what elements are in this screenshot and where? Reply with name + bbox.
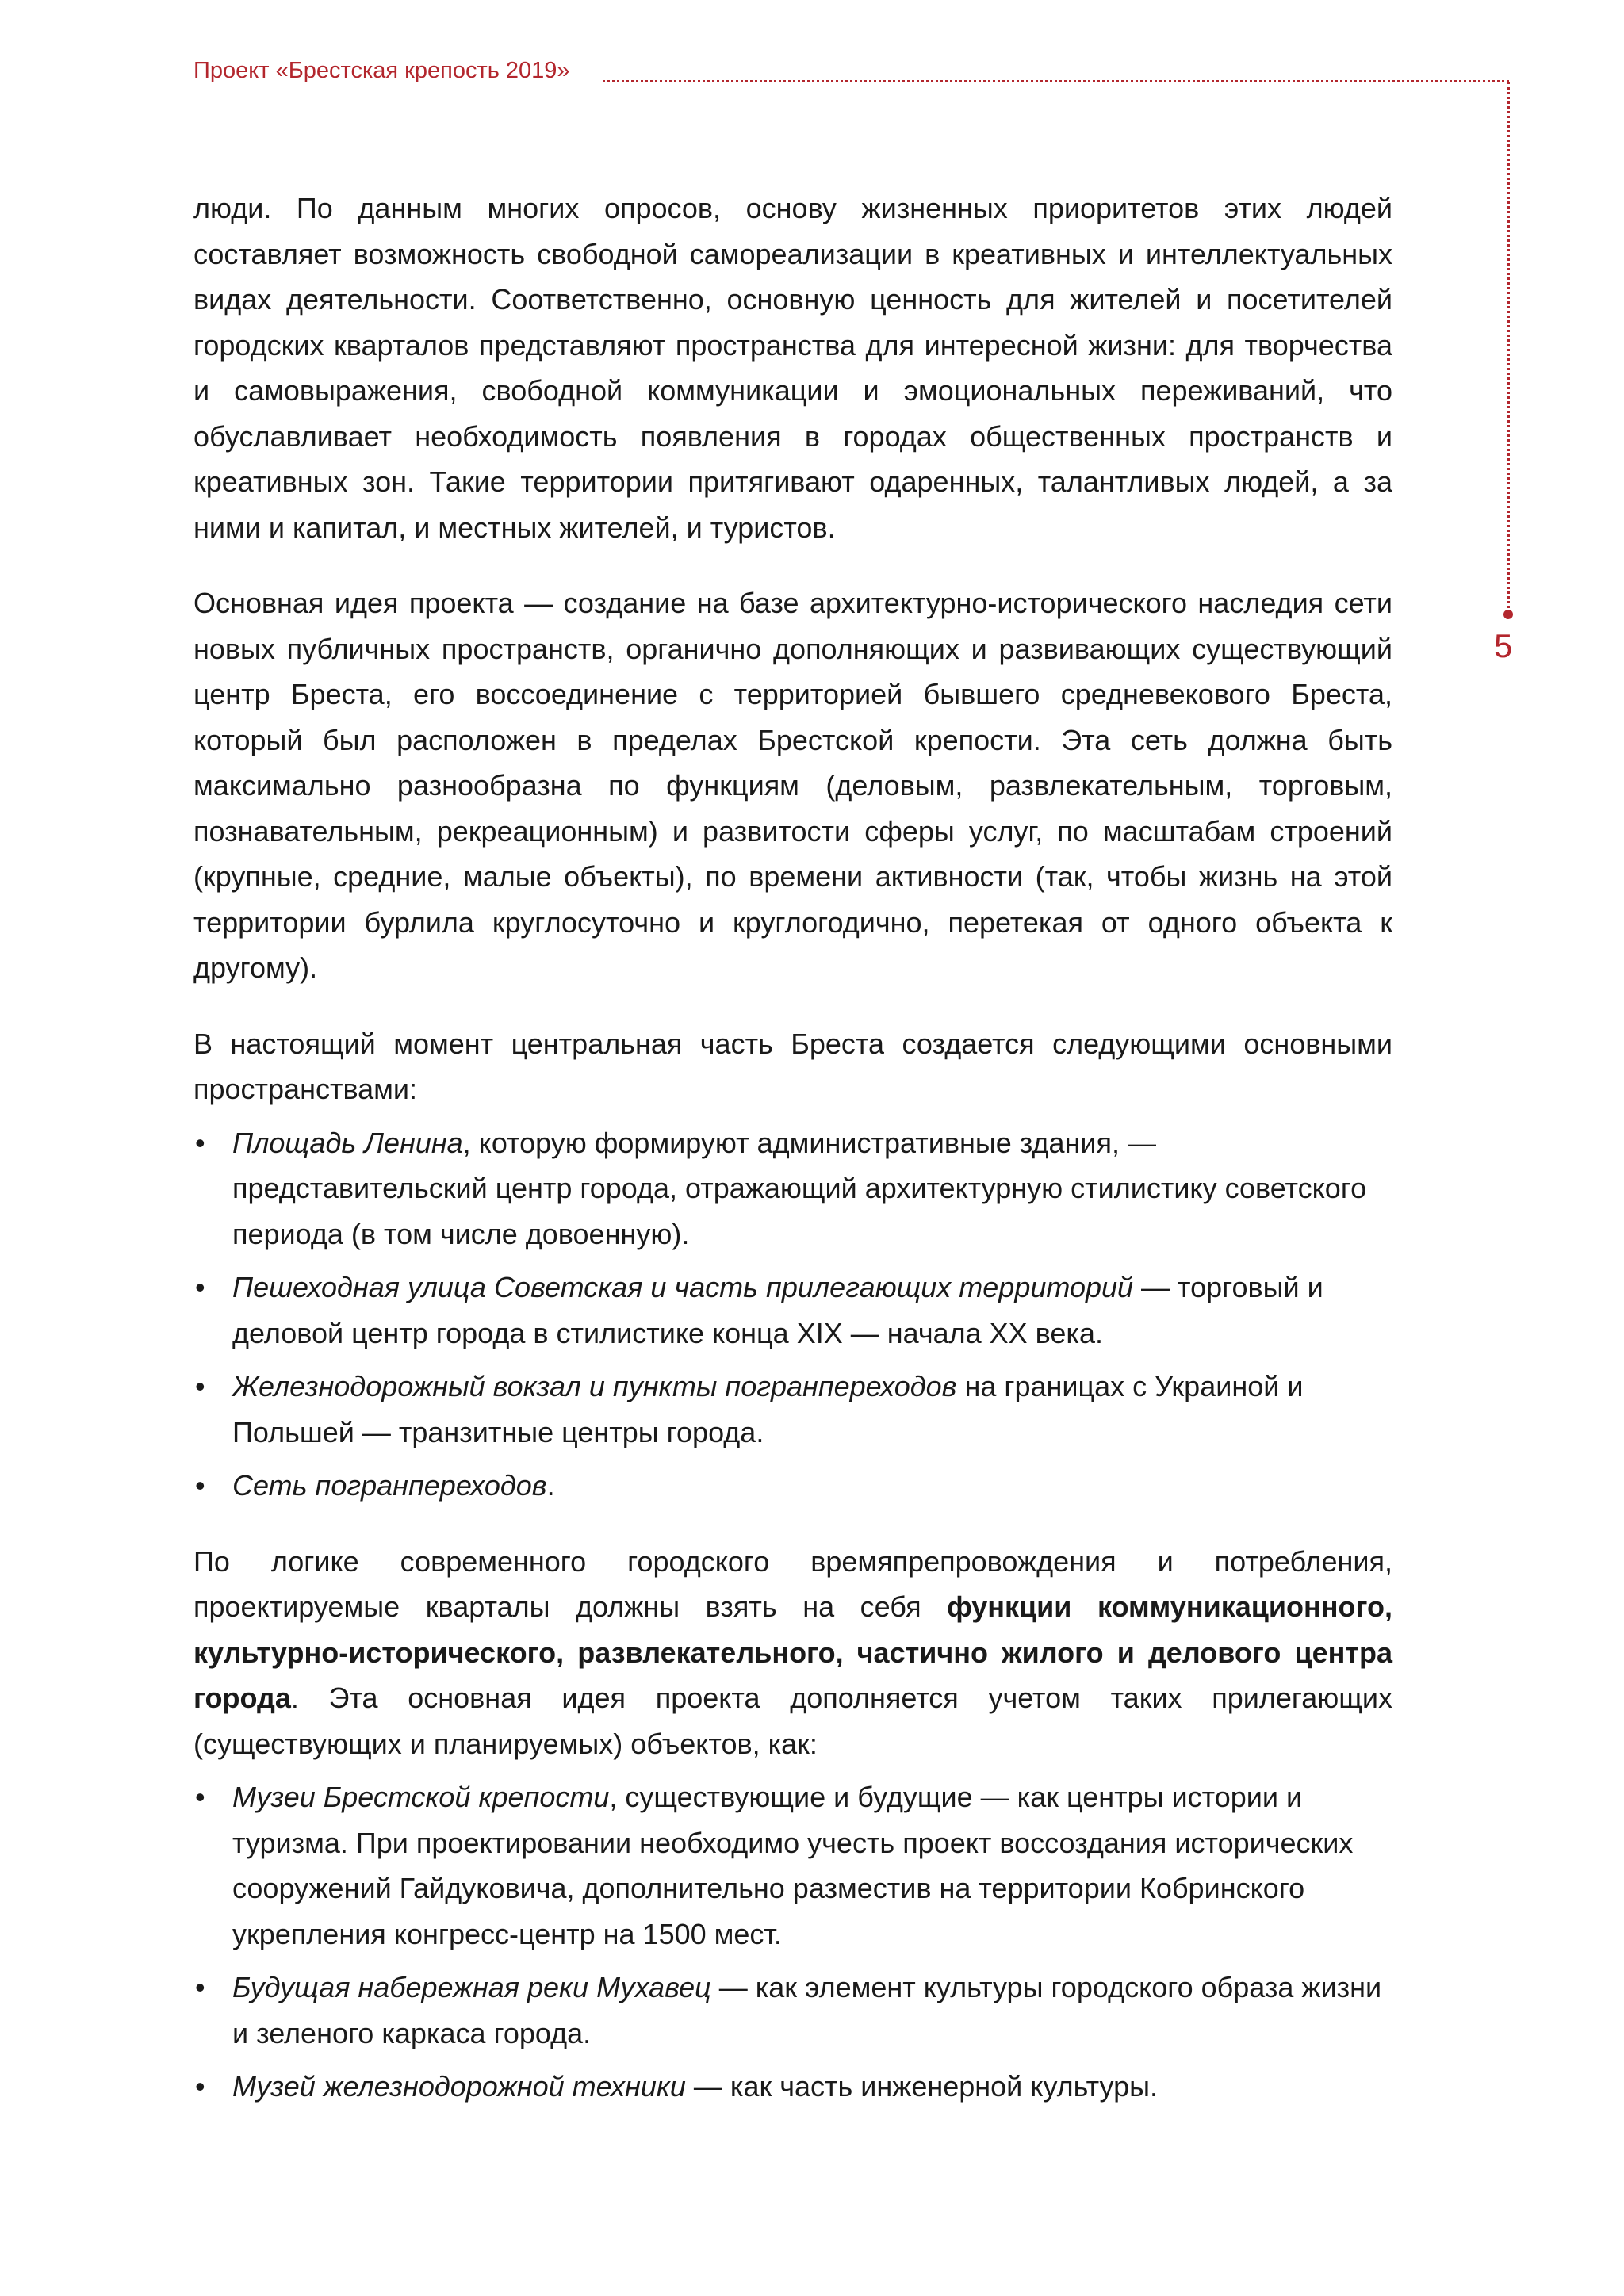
list-item-italic: Музей железнодорожной техники [232,2070,686,2103]
list-item [193,1965,1392,2056]
list-item [193,1265,1392,1356]
list-item-italic: Сеть погранпереходов [232,1469,547,1502]
list-item-text: на границах с Украиной и Польшей — транзитные центры города. [232,1370,1304,1448]
bullet-marker: • [195,1469,205,1502]
list-item-italic: Музеи Брестской крепости [232,1781,610,1813]
header-title: Проект «Брестская крепость 2019» [193,58,570,83]
bullet-marker: • [195,1370,205,1402]
paragraph-4-text-end: . Эта основная идея проекта дополняется учетом таких прилегающих (существующих и планируемых) объектов, как: [193,1682,1392,1760]
bullet-marker: • [195,1781,205,1813]
list-item-italic: Железнодорожный вокзал и пункты погранпереходов [232,1370,957,1402]
bullet-marker: • [195,1971,205,2003]
side-rule-dot [1503,610,1513,619]
list-item-text: , существующие и будущие — как центры истории и туризма. При проектировании необходимо учесть проект воссоздания исторических сооружений Гайдуковича, дополнительно разместив на территории Кобринского укрепления конгресс-центр на 1500 мест. [232,1781,1354,1950]
page-number: 5 [1494,627,1513,664]
paragraph-4-bold: функции коммуникационного, культурно-исторического, развлекательного, частично жилого и делового центра города [193,1590,1392,1714]
list-item [193,2064,1392,2110]
list-adjacent-objects [193,1774,1392,2110]
list-item-italic: Пешеходная улица Советская и часть прилегающих территорий [232,1271,1134,1303]
list-item [193,1120,1392,1257]
paragraph-2: Основная идея проекта — создание на базе архитектурно-исторического наследия сети новых публичных пространств, органично дополняющих и развивающих существующий центр Бреста, его воссоединение с территорией бывшего средневекового Бреста, который был расположен в пределах Брестской крепости. Эта сеть должна быть максимально разнообразна по функциям (деловым, развлекательным, торговым, познавательным, рекреационным) и развитости сферы услуг, по масштабам строений (крупные, средние, малые объекты), по времени активности (так, чтобы жизнь на этой территории бурлила круглосуточно и круглогодично, перетекая от одного объекта к другому). [193,587,1392,984]
paragraph-4 [193,1539,1392,1767]
paragraph-1: люди. По данным многих опросов, основу жизненных приоритетов этих людей составляет возможность свободной самореализации в креативных и интеллектуальных видах деятельности. Соответственно, основную ценность для жителей и посетителей городских кварталов представляют пространства для интересной жизни: для творчества и самовыражения, свободной коммуникации и эмоциональных переживаний, что обуславливает необходимость появления в городах общественных пространств и креативных зон. Такие территории притягивают одаренных, талантливых людей, а за ними и капитал, и местных жителей, и туристов. [193,192,1392,544]
list-item-text: — торговый и деловой центр города в стилистике конца XIX — начала XX века. [232,1271,1323,1349]
list-item-text: — как элемент культуры городского образа жизни и зеленого каркаса города. [232,1971,1382,2049]
bullet-marker: • [195,1126,205,1159]
list-item [193,1364,1392,1455]
list-item-text: — как часть инженерной культуры. [685,2070,1158,2103]
header-dotted-rule [603,80,1509,82]
list-item-text: . [546,1469,555,1502]
list-item-text: , которую формируют административные здания, — представительский центр города, отражающий архитектурную стилистику советского периода (в том числе довоенную). [232,1126,1367,1250]
body-text [193,186,1392,2140]
list-item-italic: Площадь Ленина [232,1126,463,1159]
list-item [193,1774,1392,1957]
list-item-italic: Будущая набережная реки Мухавец [232,1971,711,2003]
list-item [193,1463,1392,1509]
paragraph-3: В настоящий момент центральная часть Бреста создается следующими основными пространствами: [193,1027,1392,1105]
side-dotted-rule [1507,82,1510,613]
bullet-marker: • [195,1271,205,1303]
list-central-spaces [193,1120,1392,1509]
bullet-marker: • [195,2070,205,2103]
paragraph-4-text-start: По логике современного городского времяпрепровождения и потребления, проектируемые кварталы должны взять на себя [193,1544,1392,1623]
